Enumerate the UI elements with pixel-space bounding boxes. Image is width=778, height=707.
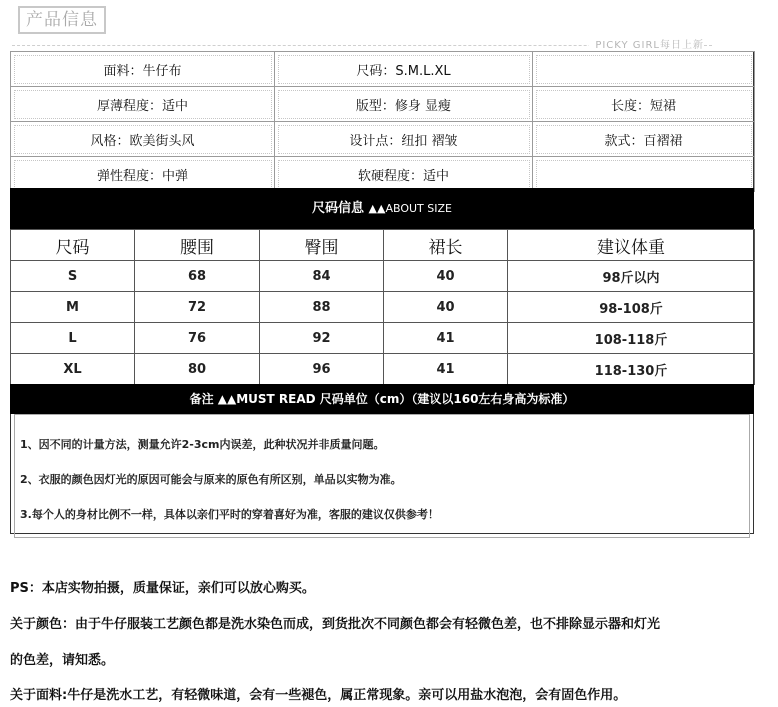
weight-cell: 98-108斤 — [508, 292, 755, 323]
weight-cell: 108-118斤 — [508, 323, 755, 354]
info-row — [11, 122, 755, 157]
info-cell: 软硬程度：适中 — [275, 157, 533, 192]
brand-tagline: PICKY GIRL每日上新 — [589, 36, 704, 51]
waist-cell: 72 — [135, 292, 260, 323]
hip-cell: 92 — [260, 323, 384, 354]
hip-cell: 84 — [260, 261, 384, 292]
size-table — [10, 229, 755, 385]
color-note: 关于颜色：由于牛仔服装工艺颜色都是洗水染色而成，到货批次不同颜色都会有轻微色差，也不排除显示器和灯光 — [10, 617, 661, 632]
info-cell: 款式：百褶裙 — [533, 122, 755, 157]
length-cell: 40 — [384, 261, 508, 292]
length-cell: 40 — [384, 292, 508, 323]
hip-cell: 96 — [260, 354, 384, 385]
info-cell — [533, 52, 755, 87]
size-header-row — [11, 230, 755, 261]
note-item: 3.每个人的身材比例不一样，具体以亲们平时的穿着喜好为准，客服的建议仅供参考！ — [20, 508, 439, 521]
table-row — [11, 354, 755, 385]
info-cell: 版型：修身 显瘦 — [275, 87, 533, 122]
column-header: 建议体重 — [508, 230, 755, 261]
info-row — [11, 52, 755, 87]
info-cell: 风格：欧美街头风 — [11, 122, 275, 157]
weight-cell: 118-130斤 — [508, 354, 755, 385]
size-cell: XL — [11, 354, 135, 385]
note-item: 1、因不同的计量方法，测量允许2-3cm内误差，此种状况并非质量问题。 — [20, 438, 385, 451]
size-cell: L — [11, 323, 135, 354]
note-item: 2、衣服的颜色因灯光的原因可能会与原来的原色有所区别，单品以实物为准。 — [20, 473, 402, 486]
table-row — [11, 261, 755, 292]
product-info-table — [10, 51, 755, 192]
waist-cell: 76 — [135, 323, 260, 354]
column-header: 腰围 — [135, 230, 260, 261]
info-cell: 设计点：纽扣 褶皱 — [275, 122, 533, 157]
weight-cell: 98斤以内 — [508, 261, 755, 292]
size-info-label: 尺码信息 — [312, 201, 365, 216]
color-note-continued: 的色差，请知悉。 — [10, 653, 115, 668]
size-info-bar — [10, 188, 754, 229]
column-header: 臀围 — [260, 230, 384, 261]
section-title: 产品信息 — [18, 6, 106, 34]
table-row — [11, 323, 755, 354]
info-row — [11, 157, 755, 192]
notes-bar: 备注 ▲▲MUST READ 尺码单位（cm）（建议以160左右身高为标准） — [10, 384, 754, 414]
size-cell: S — [11, 261, 135, 292]
info-cell: 面料：牛仔布 — [11, 52, 275, 87]
hip-cell: 88 — [260, 292, 384, 323]
size-cell: M — [11, 292, 135, 323]
info-cell: 弹性程度：中弹 — [11, 157, 275, 192]
ps-note: PS：本店实物拍摄，质量保证，亲们可以放心购买。 — [10, 581, 315, 596]
info-row — [11, 87, 755, 122]
waist-cell: 80 — [135, 354, 260, 385]
column-header: 裙长 — [384, 230, 508, 261]
info-cell: 厚薄程度：适中 — [11, 87, 275, 122]
info-cell: 尺码：S.M.L.XL — [275, 52, 533, 87]
size-info-suffix: ▲▲ABOUT SIZE — [368, 202, 452, 215]
table-row — [11, 292, 755, 323]
info-cell: 长度：短裙 — [533, 87, 755, 122]
info-cell — [533, 157, 755, 192]
length-cell: 41 — [384, 323, 508, 354]
column-header: 尺码 — [11, 230, 135, 261]
waist-cell: 68 — [135, 261, 260, 292]
fabric-note: 关于面料:牛仔是洗水工艺，有轻微味道，会有一些褪色，属正常现象。亲可以用盐水泡泡，会有固色作用。 — [10, 688, 627, 703]
length-cell: 41 — [384, 354, 508, 385]
